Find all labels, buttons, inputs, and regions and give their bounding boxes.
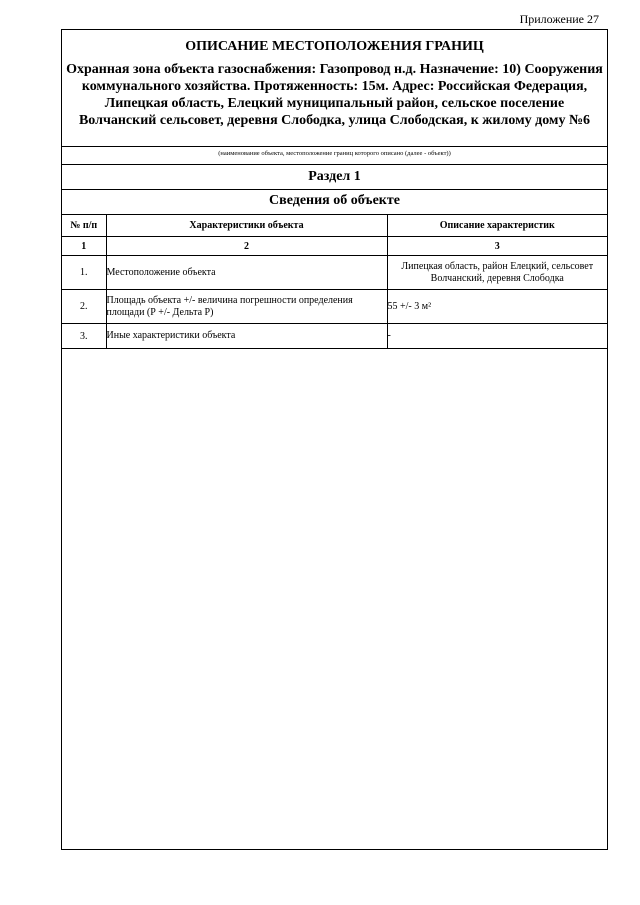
column-index: 2 [106, 237, 387, 256]
table-row [62, 256, 607, 290]
document-frame [61, 29, 608, 850]
table-row [62, 324, 607, 349]
row-description: Липецкая область, район Елецкий, сельсовет Волчанский, деревня Слободка [387, 256, 607, 290]
row-number: 2. [62, 290, 106, 324]
appendix-label: Приложение 27 [519, 12, 599, 26]
title-block [62, 30, 607, 147]
object-caption: (наименование объекта, местоположение границ которого описано (далее - объект)) [62, 147, 607, 165]
table-header-row [62, 215, 607, 237]
table-row [62, 290, 607, 324]
column-index: 1 [62, 237, 106, 256]
row-number: 3. [62, 324, 106, 349]
header-num: № п/п [62, 215, 106, 237]
row-characteristic: Иные характеристики объекта [106, 324, 387, 349]
header-description: Описание характеристик [387, 215, 607, 237]
row-characteristic: Площадь объекта +/- величина погрешности определения площади (Р +/- Дельта Р) [106, 290, 387, 324]
column-index: 3 [387, 237, 607, 256]
section-title: Раздел 1 [62, 165, 607, 190]
row-characteristic: Местоположение объекта [106, 256, 387, 290]
column-index-row [62, 237, 607, 256]
object-info-table [62, 215, 607, 349]
object-name: Охранная зона объекта газоснабжения: Газопровод н.д. Назначение: 10) Сооружения коммунального хозяйства. Протяженность: 15м. Адрес: Российская Федерация, Липецкая область, Елецкий муниципальный район, сельское поселение Волчанский сельсовет, деревня Слободка, улица Слободская, к жилому дому №6 [66, 62, 603, 128]
info-title: Сведения об объекте [62, 190, 607, 215]
header-characteristic: Характеристики объекта [106, 215, 387, 237]
row-number: 1. [62, 256, 106, 290]
row-description: - [387, 324, 607, 349]
row-description: 55 +/- 3 м² [387, 290, 607, 324]
document-title: ОПИСАНИЕ МЕСТОПОЛОЖЕНИЯ ГРАНИЦ [185, 39, 484, 54]
